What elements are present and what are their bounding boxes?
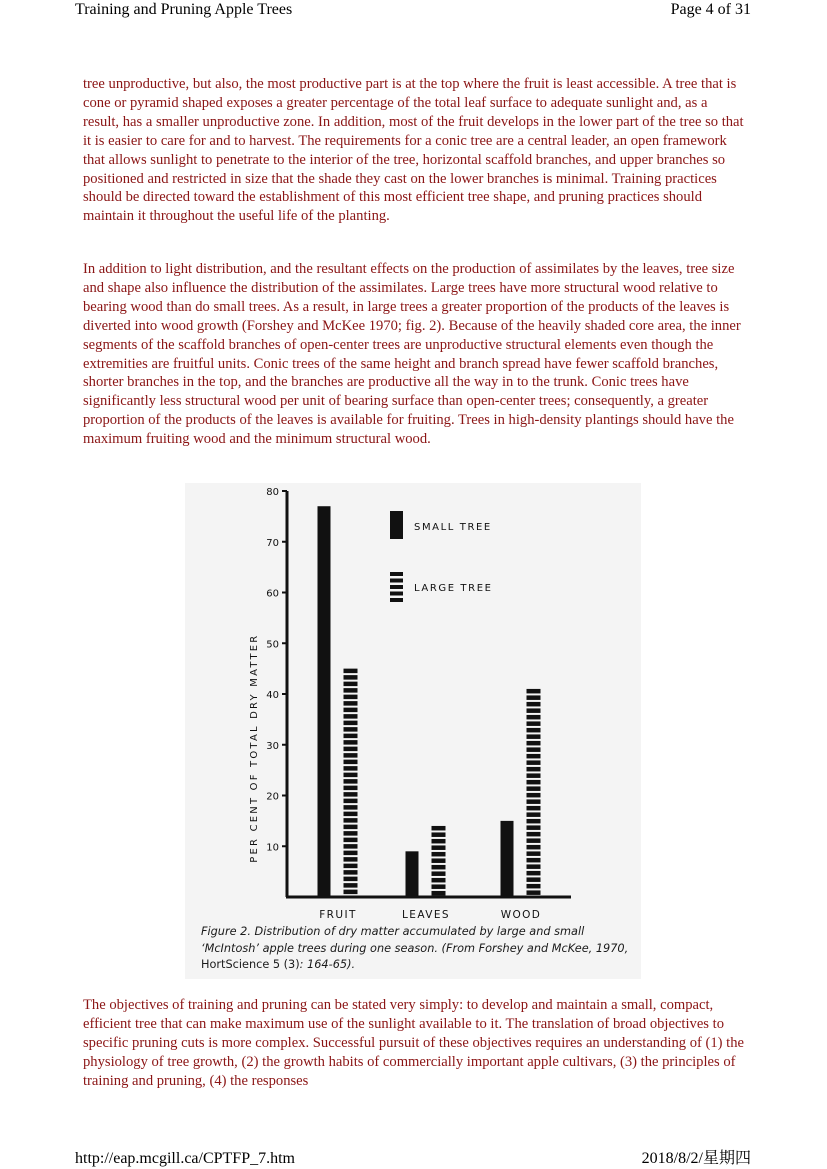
legend-swatch-small-tree bbox=[390, 511, 403, 539]
bar-segment bbox=[344, 721, 358, 726]
bar-fruit-small-tree bbox=[318, 506, 331, 897]
bar-segment bbox=[344, 877, 358, 882]
bar-segment bbox=[344, 753, 358, 758]
bar-segment bbox=[344, 675, 358, 680]
bar-segment bbox=[344, 890, 358, 895]
bar-segment bbox=[432, 878, 446, 883]
bar-segment bbox=[527, 858, 541, 863]
bar-wood-small-tree bbox=[501, 821, 514, 897]
bar-segment bbox=[344, 727, 358, 732]
bar-segment bbox=[344, 838, 358, 843]
bar-segment bbox=[527, 871, 541, 876]
bar-leaves-large-tree bbox=[432, 826, 446, 896]
bar-segment bbox=[527, 786, 541, 791]
y-tick-label-80: 80 bbox=[266, 487, 279, 498]
bar-segment bbox=[432, 865, 446, 870]
bar-segment bbox=[344, 864, 358, 869]
bar-segment bbox=[527, 832, 541, 837]
legend-segment bbox=[390, 598, 403, 602]
bar-leaves-small-tree bbox=[406, 851, 419, 897]
y-axis-label: PER CENT OF TOTAL DRY MATTER bbox=[249, 633, 260, 863]
caption-label: Figure 2. bbox=[201, 925, 251, 938]
bar-segment bbox=[527, 747, 541, 752]
legend-label-large-tree: LARGE TREE bbox=[414, 583, 493, 594]
y-tick-label-40: 40 bbox=[266, 690, 279, 701]
paragraph-3: The objectives of training and pruning can be stated very simply: to develop and maintain a small, compact, efficient tree that can make maximum use of the sunlight available to it. The translation of broad objectives to specific pruning cuts is more complex. Successful pursuit of these objectives requires an understanding of (1) the physiology of tree growth, (2) the growth habits of commercially important apple cultivars, (3) the principles of training and pruning, (4) the responses bbox=[83, 997, 745, 1089]
page-header-title: Training and Pruning Apple Trees bbox=[75, 1, 293, 18]
paragraph-2: In addition to light distribution, and the resultant effects on the production of assimilates by the leaves, tree size and shape also influence the distribution of the assimilates. Large trees have more structural wood relative to bearing wood than do small trees. As a result, in large trees a greater proportion of the products of the leaves is diverted into wood growth (Forshey and McKee 1970; fig. 2). Because of the heavily shaded core area, the inner segments of the scaffold branches of open-center trees are unproductive structural elements even though the extremities are fruitful units. Conic trees of the same height and branch spread have fewer scaffold branches, shorter branches in the top, and the branches are productive all the way in to the trunk. Conic trees have significantly less structural wood per unit of bearing surface than open-center trees; consequently, a greater proportion of the products of the leaves is available for fruiting. Trees in high-density plantings should have the maximum fruiting wood and the minimum structural wood. bbox=[83, 261, 741, 448]
x-tick-label-fruit: FRUIT bbox=[319, 909, 357, 921]
bar-segment bbox=[432, 832, 446, 837]
y-tick-label-20: 20 bbox=[266, 791, 279, 803]
bar-segment bbox=[527, 845, 541, 850]
bar-segment bbox=[344, 747, 358, 752]
bar-segment bbox=[344, 883, 358, 888]
bar-segment bbox=[527, 884, 541, 889]
bar-segment bbox=[432, 858, 446, 863]
bar-segment bbox=[527, 734, 541, 739]
caption-tail: : 164-65). bbox=[299, 958, 356, 971]
x-tick-label-leaves: LEAVES bbox=[402, 909, 450, 921]
y-tick-label-30: 30 bbox=[266, 740, 279, 752]
bar-segment bbox=[527, 806, 541, 811]
figure-2 bbox=[185, 483, 641, 979]
bar-segment bbox=[527, 825, 541, 830]
bar-segment bbox=[344, 818, 358, 823]
legend-segment bbox=[390, 585, 403, 589]
bar-segment bbox=[527, 780, 541, 785]
bar-segment bbox=[432, 845, 446, 850]
footer-date: 2018/8/2/星期四 bbox=[641, 1150, 751, 1167]
bar-segment bbox=[344, 701, 358, 706]
bar-segment bbox=[527, 695, 541, 700]
bar-segment bbox=[344, 831, 358, 836]
bar-segment bbox=[344, 773, 358, 778]
caption-text: Distribution of dry matter accumulated by large and small ‘McIntosh’ apple trees during one season. (From Forshey and McKee, 1970, bbox=[201, 925, 629, 955]
bar-segment bbox=[527, 715, 541, 720]
bar-segment bbox=[344, 760, 358, 765]
bar-segment bbox=[432, 826, 446, 831]
paragraph-1: tree unproductive, but also, the most productive part is at the top where the fruit is least accessible. A tree that is cone or pyramid shaped exposes a greater percentage of the total leaf surface to adequate sunlight and, as a result, has a smaller unproductive zone. In addition, most of the fruit develops in the lower part of the tree so that it is easier to care for and to harvest. The requirements for a conic tree are a central leader, an open framework that allows sunlight to penetrate to the interior of the tree, horizontal scaffold branches, and upper branches so positioned and restricted in size that the shade they cast on the lower branches is minimal. Training practices should be directed toward the establishment of this most efficient tree shape, and pruning practices should maintain it throughout the useful life of the planting. bbox=[83, 76, 744, 225]
bar-segment bbox=[344, 870, 358, 875]
bar-segment bbox=[344, 695, 358, 700]
bar-segment bbox=[527, 773, 541, 778]
bar-segment bbox=[344, 779, 358, 784]
bar-segment bbox=[527, 890, 541, 895]
legend-segment bbox=[390, 572, 403, 576]
bar-segment bbox=[527, 702, 541, 707]
bar-segment bbox=[527, 864, 541, 869]
bar-segment bbox=[344, 805, 358, 810]
bar-segment bbox=[527, 708, 541, 713]
bar-segment bbox=[527, 819, 541, 824]
bar-segment bbox=[527, 689, 541, 694]
bar-segment bbox=[344, 799, 358, 804]
legend-segment bbox=[390, 579, 403, 583]
bar-fruit-large-tree bbox=[344, 669, 358, 895]
legend-label-small-tree: SMALL TREE bbox=[414, 522, 492, 533]
bar-segment bbox=[527, 767, 541, 772]
bar-segment bbox=[527, 799, 541, 804]
bar-segment bbox=[527, 754, 541, 759]
y-tick-label-70: 70 bbox=[266, 537, 279, 549]
y-tick-label-60: 60 bbox=[266, 588, 279, 600]
bar-segment bbox=[527, 793, 541, 798]
bar-segment bbox=[344, 851, 358, 856]
bar-segment bbox=[527, 877, 541, 882]
footer-url: http://eap.mcgill.ca/CPTFP_7.htm bbox=[75, 1150, 295, 1167]
bar-segment bbox=[527, 812, 541, 817]
bar-segment bbox=[432, 852, 446, 857]
bar-segment bbox=[432, 891, 446, 896]
bar-segment bbox=[344, 766, 358, 771]
page-number: Page 4 of 31 bbox=[670, 1, 751, 18]
bar-segment bbox=[344, 857, 358, 862]
bar-segment bbox=[344, 812, 358, 817]
bar-segment bbox=[344, 669, 358, 674]
bar-segment bbox=[527, 728, 541, 733]
bar-segment bbox=[344, 844, 358, 849]
bar-segment bbox=[527, 721, 541, 726]
bar-segment bbox=[527, 851, 541, 856]
bar-segment bbox=[344, 708, 358, 713]
bar-segment bbox=[527, 838, 541, 843]
y-tick-label-10: 10 bbox=[266, 842, 279, 854]
bar-segment bbox=[344, 792, 358, 797]
x-tick-label-wood: WOOD bbox=[500, 909, 542, 921]
caption-journal: HortScience 5 (3) bbox=[201, 958, 300, 971]
bar-wood-large-tree bbox=[527, 689, 541, 895]
bar-segment bbox=[344, 740, 358, 745]
figure-caption bbox=[201, 924, 631, 974]
bar-segment bbox=[527, 760, 541, 765]
y-tick-label-50: 50 bbox=[266, 639, 279, 651]
bar-segment bbox=[527, 741, 541, 746]
bar-segment bbox=[432, 884, 446, 889]
bar-segment bbox=[344, 714, 358, 719]
bar-segment bbox=[344, 825, 358, 830]
bar-segment bbox=[344, 734, 358, 739]
dry-matter-bar-chart bbox=[185, 483, 641, 923]
bar-segment bbox=[344, 688, 358, 693]
bar-segment bbox=[432, 839, 446, 844]
bar-segment bbox=[344, 682, 358, 687]
legend-segment bbox=[390, 592, 403, 596]
bar-segment bbox=[344, 786, 358, 791]
legend-swatch-large-tree bbox=[390, 572, 403, 602]
bar-segment bbox=[432, 871, 446, 876]
